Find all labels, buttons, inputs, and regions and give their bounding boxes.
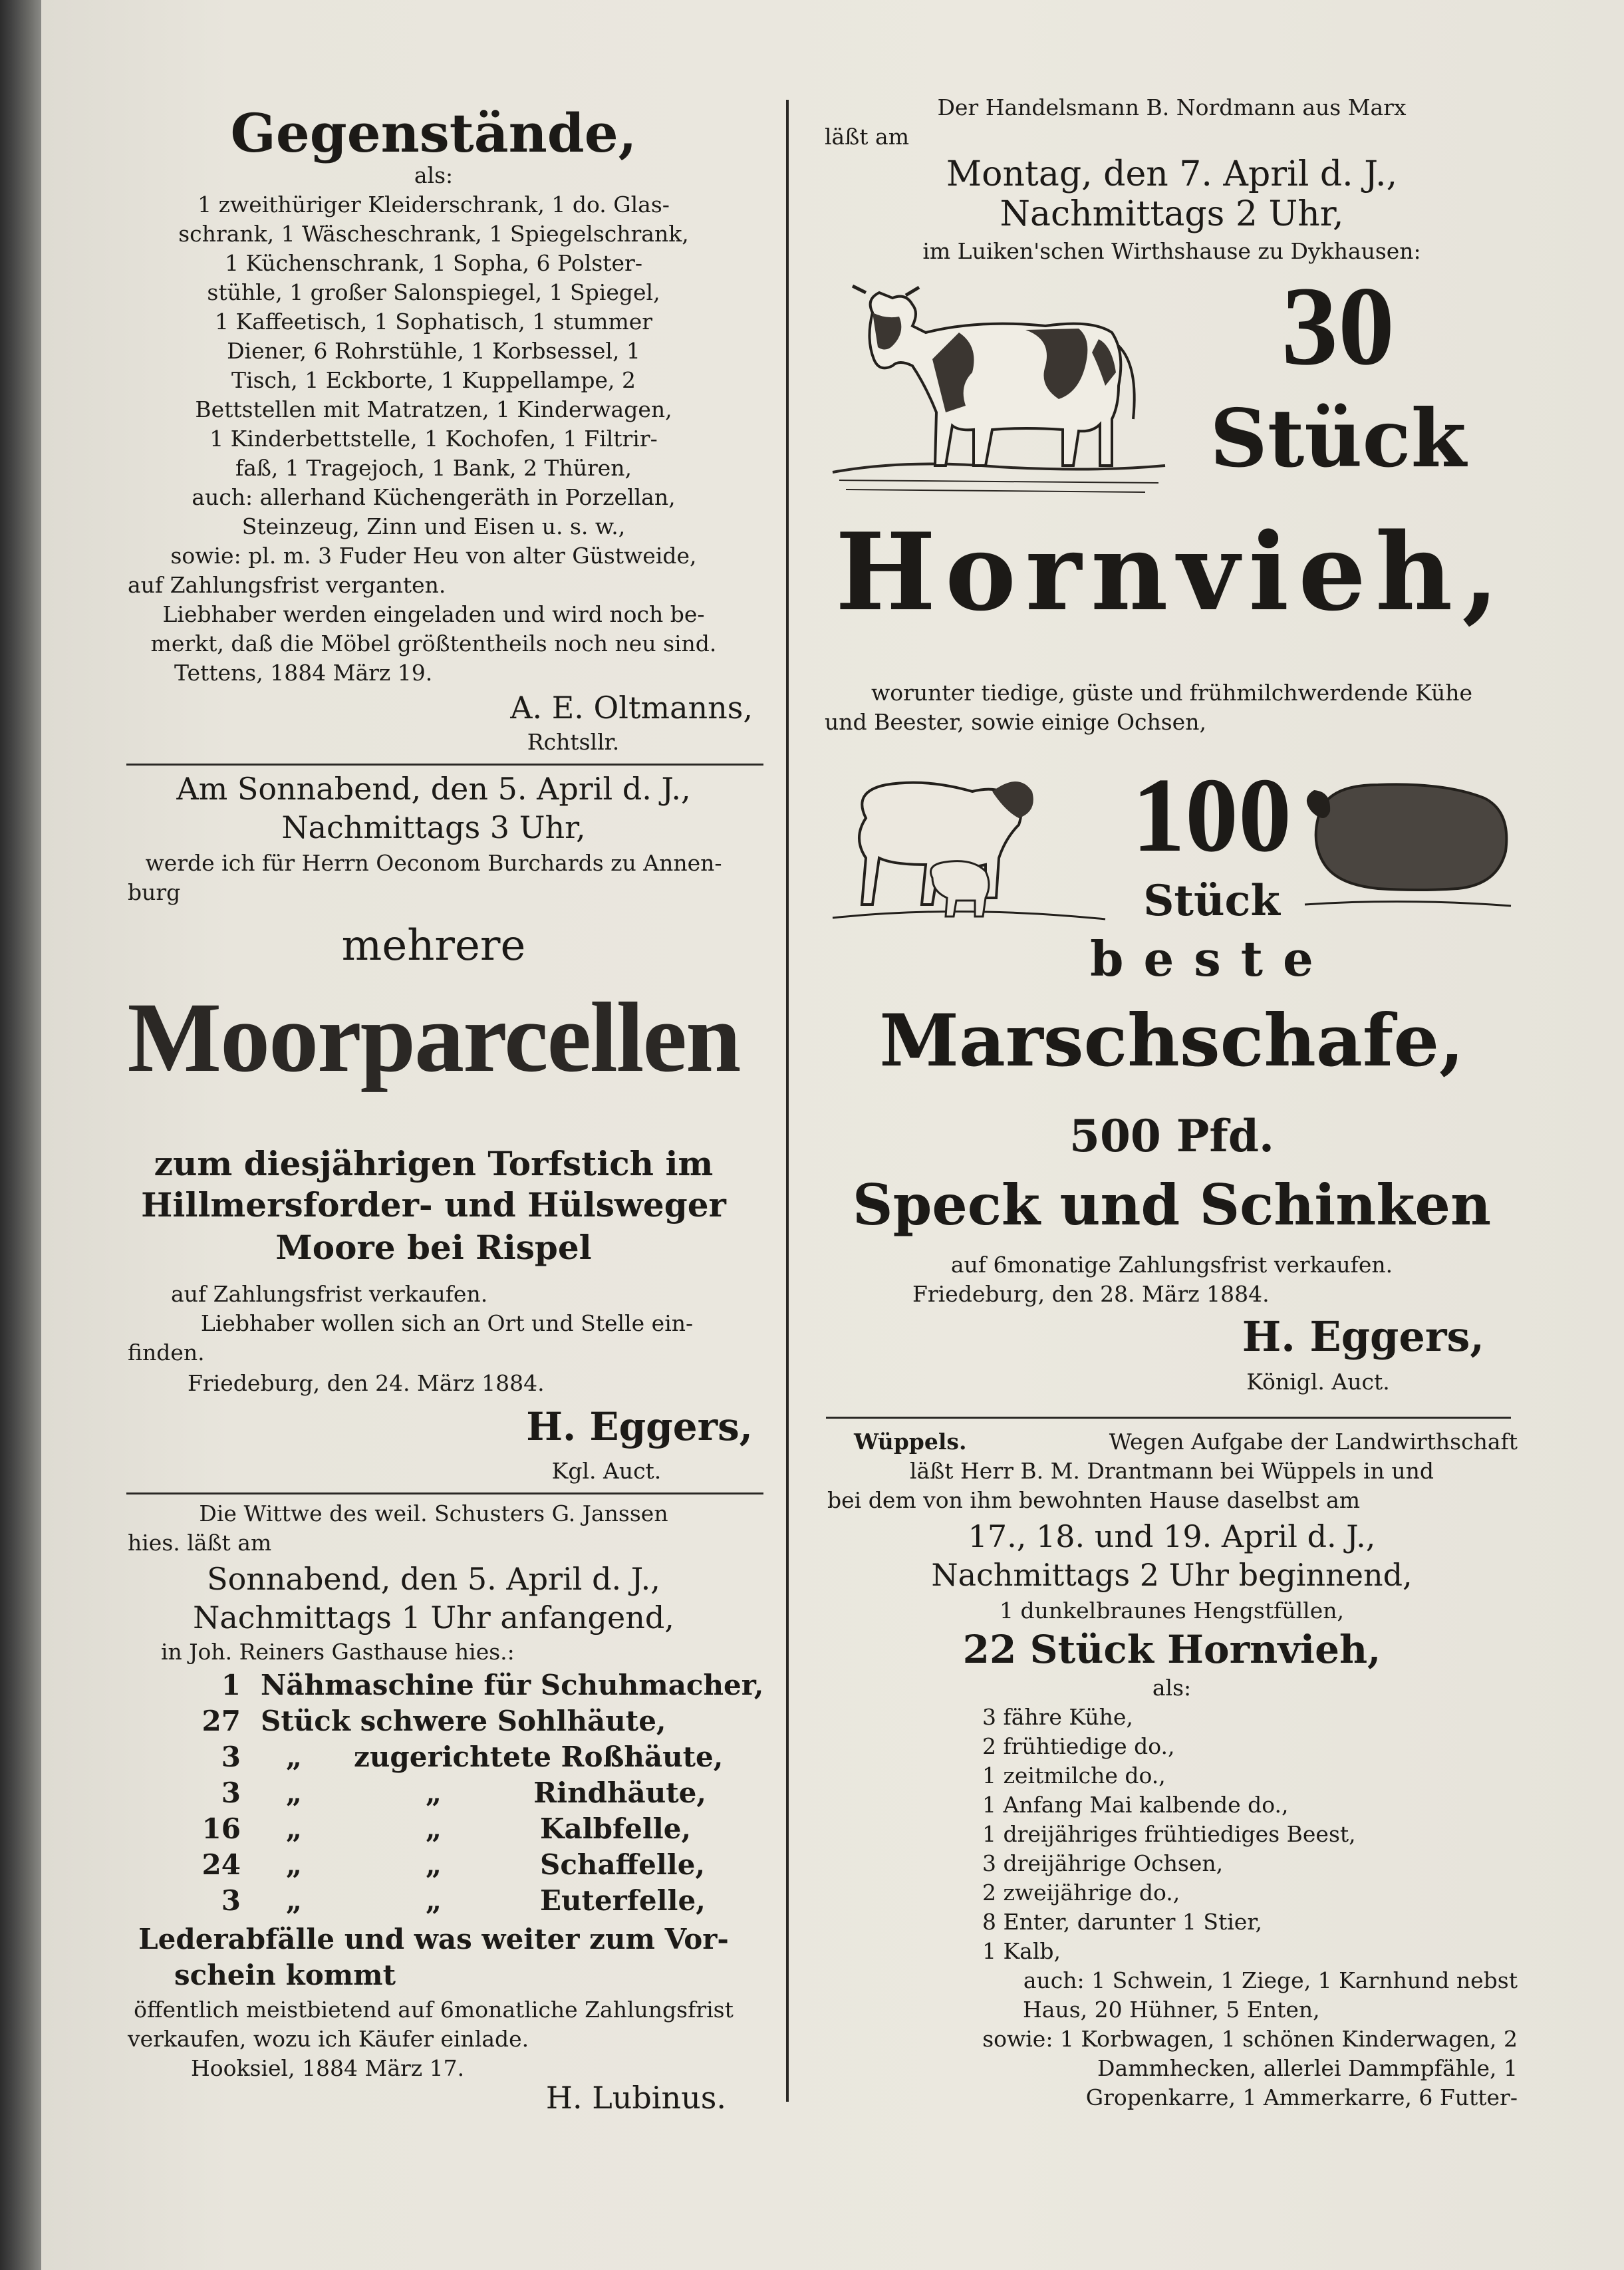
ad4-number-30: 30 xyxy=(1282,263,1395,388)
ad4-line: Nachmittags 2 Uhr, xyxy=(1000,194,1344,234)
ad3-bold: schein kommt xyxy=(174,1959,396,1991)
separator-rule xyxy=(126,764,763,766)
ad4-line: Friedeburg, den 28. März 1884. xyxy=(912,1281,1270,1307)
item-qty: 3 xyxy=(221,1884,241,1917)
ad5-line: Wegen Aufgabe der Landwirthschaft xyxy=(1109,1429,1518,1455)
ad5-line: Gropenkarre, 1 Ammerkarre, 6 Futter- xyxy=(1085,2084,1518,2110)
ad1-title: Gegenstände, xyxy=(230,102,637,164)
separator-rule xyxy=(826,1417,1511,1419)
ad3-line: hies. läßt am xyxy=(128,1530,272,1556)
ad1-line: auf Zahlungsfrist verganten. xyxy=(128,572,446,598)
ad1-line: schrank, 1 Wäscheschrank, 1 Spiegelschrank, xyxy=(178,221,689,247)
ad4-beste: beste xyxy=(1090,930,1333,987)
ad5-line: läßt Herr B. M. Drantmann bei Wüppels in und xyxy=(910,1458,1434,1484)
ad5-item: 1 zeitmilche do., xyxy=(982,1763,1166,1788)
ad1-line: Bettstellen mit Matratzen, 1 Kinderwagen, xyxy=(195,396,672,422)
ad4-line: und Beester, sowie einige Ochsen, xyxy=(825,709,1206,735)
ad1-line: sowie: pl. m. 3 Fuder Heu von alter Güstweide, xyxy=(170,543,697,569)
item-qty: 3 xyxy=(221,1741,241,1773)
item-ditto: „ xyxy=(425,1776,442,1809)
ad4-line: Montag, den 7. April d. J., xyxy=(946,154,1398,194)
ad5-item: 1 Anfang Mai kalbende do., xyxy=(982,1792,1289,1818)
ad3-text: verkaufen, wozu ich Käufer einlade. xyxy=(128,2026,529,2052)
ad5-line: 17., 18. und 19. April d. J., xyxy=(968,1518,1376,1554)
ad2-line: Nachmittags 3 Uhr, xyxy=(281,809,586,845)
item-ditto: „ xyxy=(285,1776,303,1809)
item-ditto: „ xyxy=(285,1848,303,1881)
ad1-line: faß, 1 Tragejoch, 1 Bank, 2 Thüren, xyxy=(235,455,632,481)
ad2-line: burg xyxy=(128,879,181,905)
ad4-number-100: 100 xyxy=(1132,756,1291,874)
ad5-item: 2 zweijährige do., xyxy=(982,1880,1180,1906)
ad5-line: bei dem von ihm bewohnten Hause daselbst am xyxy=(827,1487,1361,1513)
ad4-hornvieh: Hornvieh, xyxy=(835,509,1509,635)
item-ditto: „ xyxy=(425,1812,442,1845)
item-text: Kalbfelle, xyxy=(540,1812,692,1845)
ad4-stueck: Stück xyxy=(1143,876,1280,926)
ad5-line: Dammhecken, allerlei Dammpfähle, 1 xyxy=(1097,2055,1518,2081)
ad5-item: 1 dreijähriges frühtiediges Beest, xyxy=(982,1821,1356,1847)
ad4-signature-title: Königl. Auct. xyxy=(1246,1369,1390,1395)
ad2-signature-title: Kgl. Auct. xyxy=(551,1458,662,1484)
ad3-text: Hooksiel, 1884 März 17. xyxy=(191,2055,465,2081)
item-ditto: „ xyxy=(425,1884,442,1917)
ad2-text: Friedeburg, den 24. März 1884. xyxy=(188,1370,545,1396)
ad3-line: in Joh. Reiners Gasthause hies.: xyxy=(161,1639,515,1665)
ad4-pfd: 500 Pfd. xyxy=(1069,1110,1274,1162)
ad3-line: Sonnabend, den 5. April d. J., xyxy=(207,1561,660,1597)
ad3-bold: Lederabfälle und was weiter zum Vor- xyxy=(138,1923,729,1955)
item-text: Euterfelle, xyxy=(540,1884,706,1917)
ad5-line: 1 dunkelbraunes Hengstfüllen, xyxy=(1000,1598,1344,1624)
item-text: Nähmaschine für Schuhmacher, xyxy=(261,1669,764,1701)
ad1-line: merkt, daß die Möbel größtentheils noch neu sind. xyxy=(150,631,717,656)
ad3-line: Die Wittwe des weil. Schusters G. Janssen xyxy=(199,1500,668,1526)
ad1-line: auch: allerhand Küchengeräth in Porzellan, xyxy=(192,484,676,510)
ad3-signature: H. Lubinus. xyxy=(545,2080,726,2116)
ad5-heading: 22 Stück Hornvieh, xyxy=(962,1627,1381,1672)
ad1-line: Diener, 6 Rohrstühle, 1 Korbsessel, 1 xyxy=(227,338,640,364)
ad2-heading: Moore bei Rispel xyxy=(275,1228,592,1267)
ad2-mehrere: mehrere xyxy=(341,921,526,970)
ad1-line: Liebhaber werden eingeladen und wird noch be- xyxy=(162,601,705,627)
item-qty: 27 xyxy=(202,1705,241,1737)
item-text: Schaffelle, xyxy=(540,1848,706,1881)
ad3-line: Nachmittags 1 Uhr anfangend, xyxy=(193,1600,674,1635)
page-edge-shadow xyxy=(0,0,41,2270)
item-qty: 3 xyxy=(221,1776,241,1809)
ad5-item: 3 fähre Kühe, xyxy=(982,1704,1133,1730)
newspaper-page xyxy=(41,0,1624,2270)
item-qty: 16 xyxy=(202,1812,241,1845)
ad5-place: Wüppels. xyxy=(854,1429,967,1455)
ad4-speck: Speck und Schinken xyxy=(852,1172,1492,1238)
ad1-signature-title: Rchtsllr. xyxy=(527,729,620,755)
ad2-signature: H. Eggers, xyxy=(526,1404,753,1449)
ad3-text: öffentlich meistbietend auf 6monatliche Zahlungsfrist xyxy=(134,1997,734,2023)
item-text: zugerichtete Roßhäute, xyxy=(354,1741,724,1773)
ad2-big-title: Moorparcellen xyxy=(127,982,740,1093)
ad4-line: läßt am xyxy=(825,124,909,150)
ad4-line: worunter tiedige, güste und frühmilchwerdende Kühe xyxy=(871,680,1473,706)
ad4-line: im Luiken'schen Wirthshause zu Dykhausen: xyxy=(922,238,1421,264)
ad1-line: 1 Kaffeetisch, 1 Sophatisch, 1 stummer xyxy=(214,309,653,335)
item-text: Rindhäute, xyxy=(533,1776,706,1809)
ad1-line: 1 Küchenschrank, 1 Sopha, 6 Polster- xyxy=(225,250,642,276)
ad5-line: Nachmittags 2 Uhr beginnend, xyxy=(931,1557,1413,1593)
ad2-heading: Hillmersforder- und Hülsweger xyxy=(141,1185,726,1224)
ad1-line: Tisch, 1 Eckborte, 1 Kuppellampe, 2 xyxy=(231,367,636,393)
ad2-text: finden. xyxy=(128,1340,205,1365)
ad4-signature: H. Eggers, xyxy=(1242,1312,1484,1361)
ad5-line: als: xyxy=(1152,1675,1192,1701)
ad4-marschschafe: Marschschafe, xyxy=(879,999,1464,1083)
ad5-line: sowie: 1 Korbwagen, 1 schönen Kinderwagen, 2 xyxy=(982,2026,1518,2052)
sheep-illustration xyxy=(826,765,1112,931)
cow-illustration xyxy=(826,273,1172,499)
ad4-line: Der Handelsmann B. Nordmann aus Marx xyxy=(937,94,1407,120)
ad2-heading: zum diesjährigen Torfstich im xyxy=(154,1144,714,1183)
ad1-line: Tettens, 1884 März 19. xyxy=(174,660,433,686)
ad1-line: 1 Kinderbettstelle, 1 Kochofen, 1 Filtrir- xyxy=(209,426,658,452)
column-divider xyxy=(786,100,789,2102)
ad5-item: 8 Enter, darunter 1 Stier, xyxy=(982,1909,1262,1935)
item-qty: 24 xyxy=(202,1848,241,1881)
ad1-line: stühle, 1 großer Salonspiegel, 1 Spiegel, xyxy=(207,279,660,305)
ad5-item: 1 Kalb, xyxy=(982,1938,1061,1964)
ad2-text: Liebhaber wollen sich an Ort und Stelle ein- xyxy=(200,1310,694,1336)
ad1-signature: A. E. Oltmanns, xyxy=(510,690,753,726)
ad1-line: 1 zweithüriger Kleiderschrank, 1 do. Glas- xyxy=(198,192,670,217)
item-qty: 1 xyxy=(221,1669,241,1701)
ad2-text: auf Zahlungsfrist verkaufen. xyxy=(171,1281,488,1307)
ad4-line: auf 6monatige Zahlungsfrist verkaufen. xyxy=(950,1252,1393,1278)
ad5-item: 2 frühtiedige do., xyxy=(982,1733,1175,1759)
item-ditto: „ xyxy=(285,1884,303,1917)
ad5-line: Haus, 20 Hühner, 5 Enten, xyxy=(1023,1997,1320,2023)
separator-rule xyxy=(126,1492,763,1494)
ad2-line: werde ich für Herrn Oeconom Burchards zu Annen- xyxy=(145,850,722,876)
item-ditto: „ xyxy=(285,1741,303,1773)
ad1-line: Steinzeug, Zinn und Eisen u. s. w., xyxy=(241,513,626,539)
item-text: Stück schwere Sohlhäute, xyxy=(261,1705,666,1737)
ad4-stueck: Stück xyxy=(1210,392,1466,486)
ad5-line: auch: 1 Schwein, 1 Ziege, 1 Karnhund nebst xyxy=(1023,1967,1518,1993)
ad1-line: als: xyxy=(414,162,454,188)
ad5-item: 3 dreijährige Ochsen, xyxy=(982,1850,1224,1876)
item-ditto: „ xyxy=(285,1812,303,1845)
ad2-line: Am Sonnabend, den 5. April d. J., xyxy=(176,771,691,807)
item-ditto: „ xyxy=(425,1848,442,1881)
